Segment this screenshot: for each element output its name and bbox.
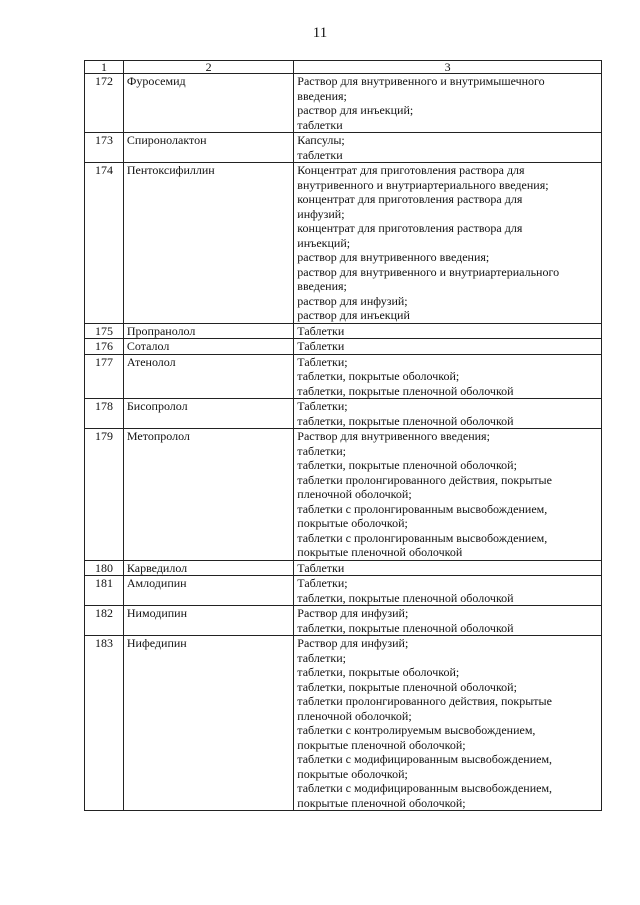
- drug-name: Карведилол: [123, 560, 293, 576]
- dosage-forms: [294, 636, 602, 811]
- column-header-name: 2: [123, 61, 293, 74]
- row-number: 182: [85, 606, 124, 636]
- dosage-form-line: Таблетки;: [297, 354, 348, 369]
- table-row: [85, 133, 602, 163]
- drug-name: Нимодипин: [123, 606, 293, 636]
- dosage-form-line: концентрат для приготовления раствора для: [297, 192, 523, 206]
- page-number: 11: [312, 25, 328, 41]
- dosage-form-line: таблетки, покрытые оболочкой;: [297, 369, 460, 383]
- dosage-forms: [294, 354, 602, 399]
- dosage-form-line: раствор для инфузий;: [297, 293, 408, 308]
- dosage-forms: [294, 163, 602, 324]
- table-row: [85, 323, 602, 339]
- table-row: [85, 606, 602, 636]
- dosage-form-line: покрытые оболочкой;: [297, 516, 408, 530]
- dosage-forms: [294, 133, 602, 163]
- dosage-form-line: Таблетки: [297, 339, 345, 353]
- row-number: 183: [85, 636, 124, 811]
- row-number: 181: [85, 576, 124, 606]
- table-body: [85, 74, 602, 811]
- dosage-form-line: таблетки, покрытые пленочной оболочкой: [297, 383, 514, 398]
- dosage-form-line: Таблетки: [297, 560, 345, 575]
- dosage-form-line: таблетки с контролируемым высвобождением,: [297, 723, 536, 737]
- drug-name: Нифедипин: [123, 636, 293, 811]
- table-row: [85, 576, 602, 606]
- dosage-form-line: таблетки с модифицированным высвобождением,: [297, 781, 553, 795]
- dosage-form-line: Таблетки;: [297, 399, 348, 413]
- dosage-form-line: введения;: [297, 88, 347, 103]
- drug-name: Атенолол: [123, 354, 293, 399]
- row-number: 180: [85, 560, 124, 576]
- dosage-forms: [294, 399, 602, 429]
- dosage-form-line: таблетки с пролонгированным высвобождением,: [297, 530, 548, 545]
- dosage-form-line: покрытые пленочной оболочкой;: [297, 795, 466, 810]
- dosage-form-line: Таблетки: [297, 323, 345, 338]
- table-row: [85, 636, 602, 811]
- dosage-forms: [294, 323, 602, 339]
- dosage-form-line: таблетки, покрытые пленочной оболочкой: [297, 590, 514, 605]
- row-number: 179: [85, 429, 124, 561]
- table-row: [85, 399, 602, 429]
- dosage-form-line: таблетки, покрытые пленочной оболочкой: [297, 620, 514, 635]
- dosage-form-line: таблетки;: [297, 443, 346, 458]
- dosage-form-line: Раствор для инфузий;: [297, 606, 409, 620]
- dosage-forms: [294, 429, 602, 561]
- drug-name: Пропранолол: [123, 323, 293, 339]
- table-row: [85, 339, 602, 355]
- drug-name: Соталол: [123, 339, 293, 355]
- dosage-form-line: таблетки с модифицированным высвобождением,: [297, 752, 553, 766]
- dosage-form-line: таблетки пролонгированного действия, покрытые: [297, 694, 552, 708]
- dosage-form-line: таблетки;: [297, 650, 346, 665]
- table-row: [85, 74, 602, 133]
- dosage-form-line: таблетки, покрытые оболочкой;: [297, 665, 460, 679]
- row-number: 175: [85, 323, 124, 339]
- row-number: 178: [85, 399, 124, 429]
- dosage-form-line: покрытые оболочкой;: [297, 766, 408, 781]
- dosage-form-line: концентрат для приготовления раствора для: [297, 221, 523, 235]
- row-number: 173: [85, 133, 124, 163]
- dosage-form-line: инфузий;: [297, 206, 345, 221]
- table-header-row: [85, 61, 602, 74]
- dosage-form-line: пленочной оболочкой;: [297, 487, 412, 501]
- dosage-form-line: раствор для внутривенного и внутриартериального: [297, 264, 560, 279]
- dosage-form-line: Капсулы;: [297, 133, 345, 147]
- dosage-form-line: таблетки, покрытые пленочной оболочкой;: [297, 679, 517, 694]
- dosage-form-line: таблетки: [297, 147, 343, 162]
- column-header-forms: 3: [294, 61, 602, 74]
- dosage-form-line: Раствор для внутривенного и внутримышечного: [297, 74, 545, 88]
- dosage-forms: [294, 606, 602, 636]
- table-row: [85, 429, 602, 561]
- row-number: 174: [85, 163, 124, 324]
- dosage-form-line: Концентрат для приготовления раствора для: [297, 163, 525, 177]
- drug-name: Метопролол: [123, 429, 293, 561]
- table-row: [85, 354, 602, 399]
- drug-name: Пентоксифиллин: [123, 163, 293, 324]
- drug-name: Амлодипин: [123, 576, 293, 606]
- dosage-form-line: таблетки, покрытые пленочной оболочкой;: [297, 458, 517, 472]
- drug-table: [84, 60, 602, 811]
- dosage-form-line: внутривенного и внутриартериального введения;: [297, 177, 549, 192]
- table-row: [85, 560, 602, 576]
- dosage-forms: [294, 339, 602, 355]
- dosage-form-line: Таблетки;: [297, 576, 348, 590]
- dosage-form-line: таблетки с пролонгированным высвобождением,: [297, 501, 548, 516]
- row-number: 172: [85, 74, 124, 133]
- row-number: 177: [85, 354, 124, 399]
- dosage-form-line: таблетки, покрытые пленочной оболочкой: [297, 413, 514, 428]
- column-header-number: 1: [85, 61, 124, 74]
- dosage-form-line: инъекций;: [297, 235, 351, 250]
- dosage-form-line: покрытые пленочной оболочкой;: [297, 737, 466, 752]
- drug-name: Спиронолактон: [123, 133, 293, 163]
- dosage-form-line: раствор для инъекций: [297, 308, 410, 322]
- dosage-form-line: Раствор для инфузий;: [297, 636, 409, 650]
- dosage-form-line: пленочной оболочкой;: [297, 708, 412, 723]
- drug-name: Фуросемид: [123, 74, 293, 133]
- dosage-form-line: введения;: [297, 279, 347, 293]
- dosage-forms: [294, 576, 602, 606]
- dosage-form-line: таблетки пролонгированного действия, покрытые: [297, 472, 552, 487]
- dosage-form-line: Раствор для внутривенного введения;: [297, 429, 490, 443]
- dosage-form-line: раствор для внутривенного введения;: [297, 250, 490, 264]
- dosage-forms: [294, 74, 602, 133]
- table-row: [85, 163, 602, 324]
- dosage-form-line: таблетки: [297, 117, 343, 132]
- dosage-form-line: раствор для инъекций;: [297, 103, 414, 117]
- row-number: 176: [85, 339, 124, 355]
- dosage-forms: [294, 560, 602, 576]
- drug-name: Бисопролол: [123, 399, 293, 429]
- dosage-form-line: покрытые пленочной оболочкой: [297, 545, 463, 559]
